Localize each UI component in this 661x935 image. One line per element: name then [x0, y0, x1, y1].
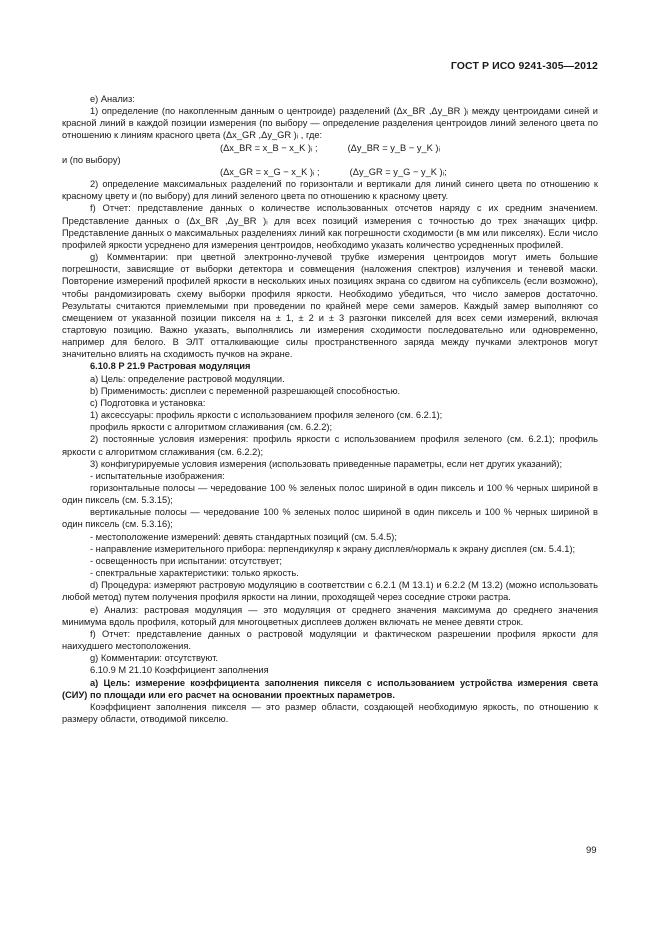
paragraph: 1) определение (по накопленным данным о центроиде) разделений (Δx_BR ,Δy_BR )ᵢ между центроидами синей и красной линий в каждой позиции измерения (по выбору — определение разделения центроидов линий зеленого цвета по отношению к линиям красного цвета (Δx_GR ,Δy_GR )ᵢ , где: — [62, 106, 598, 141]
document-header: ГОСТ Р ИСО 9241-305—2012 — [450, 60, 598, 72]
formula-line — [62, 142, 598, 154]
paragraph: - освещенность при испытании: отсутствует; — [90, 555, 282, 566]
paragraph: 3) конфигурируемые условия измерения (использовать приведенные параметры, если нет других указаний); — [90, 458, 563, 469]
paragraph: профиль яркости с алгоритмом сглаживания (см. 6.2.2); — [90, 422, 333, 433]
paragraph: 1) аксессуары: профиль яркости с использованием профиля зеленого (см. 6.2.1); — [90, 410, 443, 421]
formula: (Δx_GR = x_G − x_K )ᵢ ; — [220, 166, 320, 177]
paragraph: 6.10.9 M 21.10 Коэффициент заполнения — [90, 665, 269, 676]
paragraph: f) Отчет: представление данных о количестве использованных отсчетов наряду с их средним значением. Представление данных о (Δx_BR ,Δy_BR )ᵢ для всех позиций измерения с точностью до трех значащих цифр. Представление данных о максимальных разделениях линий как погрешности сходимости (в мм или пикселях). Если число профилей яркости усреднено для измерения центроидов, необходимо указать количество усредненных профилей. — [62, 203, 598, 250]
section-heading: a) Цель: измерение коэффициента заполнения пикселя с использованием устройства измерения света (СИУ) по площади или его расчет на основании проектных параметров. — [62, 677, 598, 700]
paragraph: - испытательные изображения: — [90, 470, 225, 481]
paragraph: e) Анализ: — [90, 94, 135, 104]
paragraph: - местоположение измерений: девять стандартных позиций (см. 5.4.5); — [90, 531, 397, 542]
paragraph: 2) определение максимальных разделений по горизонтали и вертикали для линий синего цвета по отношению к красному цвету и (по выбору) для линий зеленого цвета по отношению к красному цвету. — [62, 179, 598, 202]
paragraph: a) Цель: определение растровой модуляции. — [90, 373, 285, 384]
paragraph: горизонтальные полосы — чередование 100 % зеленых полос шириной в один пиксель и 100 % черных шириной в один пиксель (см. 5.3.15); — [62, 483, 598, 506]
paragraph: d) Процедура: измеряют растровую модуляцию в соответствии с 6.2.1 (M 13.1) и 6.2.2 (M 13.2) (можно использовать любой метод) путем получения профиля яркости на линии, проходящей через соседние строки растра. — [62, 580, 598, 603]
paragraph: и (по выбору) — [62, 154, 121, 165]
formula: (Δy_GR = y_G − y_K )ᵢ; — [349, 166, 447, 177]
formula-line — [62, 166, 598, 178]
paragraph: g) Комментарии: отсутствуют. — [90, 653, 219, 664]
paragraph: f) Отчет: представление данных о растровой модуляции и фактическом разрешении профиля яркости для наихудшего местоположения. — [62, 628, 598, 652]
paragraph: b) Применимость: дисплеи с переменной разрешающей способностью. — [90, 385, 401, 396]
page-number: 99 — [586, 845, 597, 856]
formula: (Δy_BR = y_B − y_K )ᵢ — [347, 142, 440, 153]
paragraph: - направление измерительного прибора: перпендикуляр к экрану дисплея/нормаль к экрану дисплея (см. 5.4.1); — [90, 543, 576, 554]
paragraph: Коэффициент заполнения пикселя — это размер области, создающей необходимую яркость, по отношению к размеру области, отводимой пикселю. — [62, 701, 598, 724]
section-heading: 6.10.8 P 21.9 Растровая модуляция — [90, 361, 251, 372]
document-body — [62, 93, 598, 725]
paragraph: - спектральные характеристики: только яркость. — [90, 568, 299, 579]
paragraph: g) Комментарии: при цветной электронно-лучевой трубке измерения центроидов могут иметь большие погрешности, зависящие от выборки детектора и совмещения (наложения спектров) излучения и теневой маски. Повторение измерений профилей яркости в нескольких иных позициях экрана со сдвигом на субпиксель (если возможно), чтобы рандомизировать схему выборки профиля яркости. Необходимо убедиться, что число замеров достаточно. Результаты считаются приемлемыми при проведении по крайней мере семи замеров. Каждый замер выполняют со смещением от указанной позиции пикселя на ± 1, ± 2 и ± 3 разгонки пикселей для всех семи измерений, включая стартовую позицию. Важно указать, выполнялись ли измерения сходимости последовательно или одновременно, например для белого. В ЭЛТ отталкивающие силы пространственного заряда между пучками электронов могут значительно влиять на сходимость пучков на экране. — [62, 252, 598, 360]
formula: (Δx_BR = x_B − x_K )ᵢ ; — [220, 142, 318, 153]
paragraph: вертикальные полосы — чередование 100 % зеленых полос шириной в один пиксель и 100 % черных шириной в один пиксель (см. 5.3.16); — [62, 507, 598, 530]
paragraph: c) Подготовка и установка: — [90, 397, 206, 408]
paragraph: 2) постоянные условия измерения: профиль яркости с использованием профиля зеленого (см. 6.2.1); профиль яркости с алгоритмом сглаживания (см. 6.2.2); — [62, 434, 598, 457]
paragraph: e) Анализ: растровая модуляция — это модуляция от среднего значения максимума до среднего значения минимума вдоль профиля, который для многоцветных дисплеев должен включать не менее девяти строк. — [62, 604, 598, 627]
